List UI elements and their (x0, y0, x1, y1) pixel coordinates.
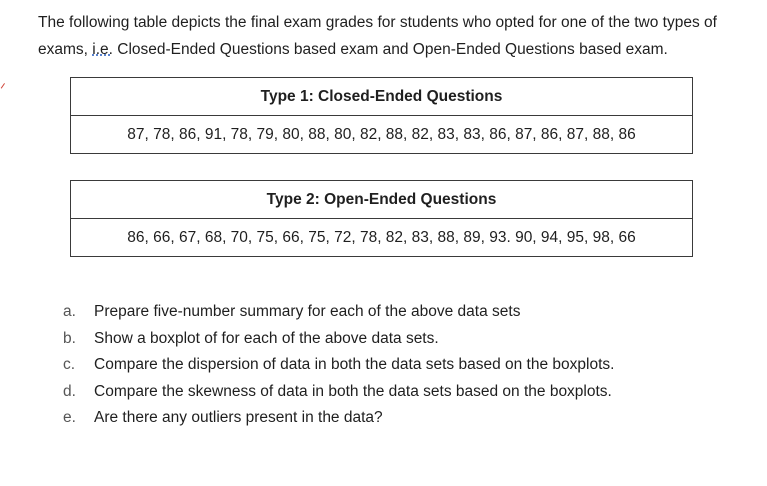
open-ended-table-title: Type 2: Open-Ended Questions (71, 181, 693, 219)
list-item (63, 352, 614, 379)
question-letter: c. (63, 356, 76, 373)
open-ended-grade-values: 86, 66, 67, 68, 70, 75, 66, 75, 72, 78, 82, 83, 88, 89, 93. 90, 94, 95, 98, 66 (71, 219, 693, 257)
closed-ended-table-title: Type 1: Closed-Ended Questions (71, 78, 693, 116)
stray-red-mark (1, 83, 9, 91)
intro-text-end: Closed-Ended Questions based exam and Open-Ended Questions based exam. (112, 41, 668, 58)
question-letter: a. (63, 303, 76, 320)
closed-ended-grade-values: 87, 78, 86, 91, 78, 79, 80, 88, 80, 82, 88, 82, 83, 83, 86, 87, 86, 87, 88, 86 (71, 116, 693, 154)
table-row (71, 116, 693, 154)
question-letter: e. (63, 409, 76, 426)
intro-text-start: The following table depicts the final exam grades for students who opted for one of the two types of exams, (38, 14, 717, 58)
list-item (63, 405, 614, 432)
question-text: Are there any outliers present in the data? (94, 409, 383, 426)
question-letter: b. (63, 329, 76, 347)
open-ended-grades-table (70, 180, 693, 257)
question-text: Prepare five-number summary for each of the above data sets (94, 303, 521, 320)
question-letter: d. (63, 382, 76, 400)
intro-ie-abbrev: i.e. (92, 41, 113, 58)
table-row (71, 181, 693, 219)
question-text: Compare the dispersion of data in both the data sets based on the boxplots. (94, 356, 615, 373)
closed-ended-grades-table (70, 77, 693, 154)
question-text: Show a boxplot of for each of the above data sets. (94, 329, 439, 347)
question-text: Compare the skewness of data in both the data sets based on the boxplots. (94, 382, 612, 400)
list-item (63, 299, 614, 326)
table-row (71, 78, 693, 116)
list-item (63, 326, 614, 353)
list-item (63, 379, 614, 406)
table-row (71, 219, 693, 257)
question-list (63, 299, 614, 432)
intro-paragraph (38, 9, 753, 63)
